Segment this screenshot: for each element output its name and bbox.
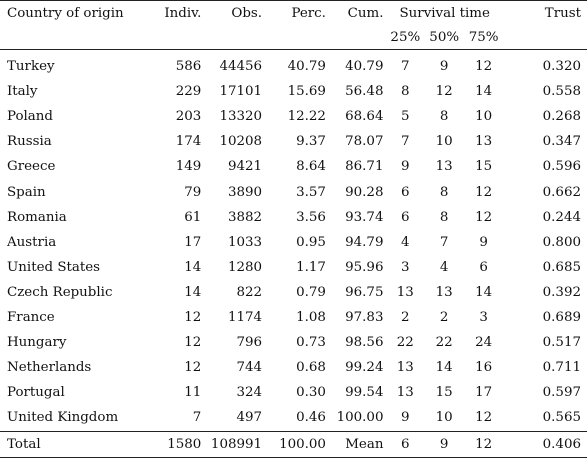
cell-country: Austria	[7, 234, 57, 250]
cell-cum: 93.74	[345, 209, 384, 225]
total-q25: 6	[383, 431, 427, 457]
header-row	[0, 1, 587, 27]
cell-perc: 3.56	[296, 209, 326, 225]
cell-cum: 96.75	[345, 284, 384, 300]
table-row	[0, 255, 587, 280]
cell-cum: 95.96	[345, 259, 384, 275]
cell-indiv: 7	[192, 410, 202, 426]
cell-q25: 9	[401, 410, 410, 426]
cell-obs: 44456	[219, 59, 263, 75]
cell-trust: 0.244	[542, 209, 581, 225]
cell-obs: 822	[236, 284, 263, 300]
cell-obs: 1280	[227, 259, 263, 275]
table-row	[0, 129, 587, 154]
cell-indiv: 61	[184, 209, 202, 225]
cell-indiv: 14	[184, 259, 202, 275]
cell-indiv: 17	[184, 234, 202, 250]
subheader-row	[0, 26, 587, 50]
cell-q25: 7	[401, 59, 410, 75]
cell-q75: 12	[475, 209, 493, 225]
cell-cum: 56.48	[345, 84, 384, 100]
cell-country: Greece	[7, 159, 56, 175]
cell-country: Portugal	[7, 385, 65, 401]
cell-q75: 12	[475, 410, 493, 426]
cell-indiv: 79	[184, 184, 202, 200]
cell-q25: 6	[401, 209, 410, 225]
cell-perc: 0.95	[296, 234, 326, 250]
table-row	[0, 205, 587, 230]
cell-q75: 10	[475, 109, 493, 125]
cell-obs: 497	[236, 410, 263, 426]
cell-q75: 16	[475, 360, 493, 376]
cell-indiv: 14	[184, 284, 202, 300]
cell-q50: 15	[435, 385, 453, 401]
cell-q50: 9	[439, 59, 449, 75]
cell-perc: 0.73	[296, 335, 326, 351]
cell-q25: 13	[396, 385, 414, 401]
cell-q50: 8	[439, 109, 449, 125]
table-row	[0, 380, 587, 405]
cell-q50: 10	[435, 134, 453, 150]
cell-country: Hungary	[7, 335, 67, 351]
cell-trust: 0.689	[542, 310, 581, 326]
cell-trust: 0.347	[542, 134, 581, 150]
total-label: Total	[0, 431, 140, 457]
cell-q75: 9	[479, 234, 488, 250]
cell-q75: 15	[475, 159, 493, 175]
cell-obs: 3882	[227, 209, 263, 225]
cell-q25: 9	[401, 159, 410, 175]
cell-trust: 0.517	[542, 335, 581, 351]
cell-indiv: 12	[184, 335, 202, 351]
cell-trust: 0.662	[542, 184, 581, 200]
cell-q25: 22	[396, 335, 414, 351]
cell-q75: 6	[479, 259, 488, 275]
cell-q25: 8	[401, 84, 410, 100]
cell-country: Italy	[7, 84, 38, 100]
header-survival-time: Survival time	[399, 6, 490, 21]
header-q50: 50%	[429, 30, 460, 46]
cell-indiv: 203	[175, 109, 202, 125]
cell-cum: 98.56	[345, 335, 384, 351]
cell-perc: 40.79	[287, 59, 326, 75]
table-row	[0, 405, 587, 431]
table-row	[0, 154, 587, 179]
total-indiv: 1580	[140, 431, 202, 457]
cell-country: United Kingdom	[7, 410, 119, 426]
cell-cum: 100.00	[336, 410, 384, 426]
cell-obs: 17101	[219, 84, 263, 100]
cell-trust: 0.596	[542, 159, 581, 175]
cell-perc: 0.68	[296, 360, 326, 376]
cell-indiv: 174	[175, 134, 202, 150]
total-q50: 9	[427, 431, 461, 457]
cell-q25: 13	[396, 284, 414, 300]
total-perc: 100.00	[262, 431, 326, 457]
table-row	[0, 305, 587, 330]
cell-trust: 0.565	[542, 410, 581, 426]
table-body	[0, 50, 587, 431]
cell-trust: 0.392	[542, 284, 581, 300]
total-row	[0, 431, 587, 457]
cell-q50: 13	[435, 284, 453, 300]
cell-q50: 10	[435, 410, 453, 426]
table-row	[0, 50, 587, 80]
cell-q50: 22	[435, 335, 453, 351]
cell-country: Netherlands	[7, 360, 92, 376]
cell-perc: 1.17	[296, 259, 326, 275]
cell-q25: 3	[401, 259, 410, 275]
total-obs: 108991	[201, 431, 262, 457]
cell-q75: 14	[475, 84, 493, 100]
cell-trust: 0.320	[542, 59, 581, 75]
cell-perc: 0.30	[296, 385, 326, 401]
cell-trust: 0.711	[542, 360, 581, 376]
cell-trust: 0.268	[542, 109, 581, 125]
header-cum: Cum.	[347, 6, 384, 21]
cell-country: Spain	[7, 184, 46, 200]
cell-perc: 0.46	[296, 410, 326, 426]
header-perc: Perc.	[291, 6, 326, 21]
table-row	[0, 355, 587, 380]
cell-obs: 744	[236, 360, 263, 376]
cell-obs: 796	[236, 335, 263, 351]
cell-obs: 13320	[219, 109, 263, 125]
cell-q75: 17	[475, 385, 493, 401]
table-row	[0, 104, 587, 129]
cell-country: Turkey	[7, 59, 55, 75]
cell-perc: 0.79	[296, 284, 326, 300]
cell-obs: 9421	[227, 159, 263, 175]
cell-q50: 14	[435, 360, 453, 376]
cell-perc: 3.57	[296, 184, 326, 200]
cell-q25: 7	[401, 134, 410, 150]
cell-q25: 13	[396, 360, 414, 376]
cell-cum: 94.79	[345, 234, 384, 250]
cell-obs: 3890	[227, 184, 263, 200]
cell-perc: 8.64	[296, 159, 326, 175]
cell-indiv: 586	[175, 59, 202, 75]
cell-country: Czech Republic	[7, 284, 113, 300]
cell-perc: 9.37	[296, 134, 326, 150]
cell-q50: 8	[439, 184, 449, 200]
cell-country: Romania	[7, 209, 67, 225]
cell-q50: 4	[439, 259, 449, 275]
table-row	[0, 230, 587, 255]
cell-obs: 10208	[219, 134, 263, 150]
table-row	[0, 280, 587, 305]
cell-obs: 1033	[227, 234, 263, 250]
cell-obs: 324	[236, 385, 263, 401]
cell-indiv: 11	[184, 385, 202, 401]
cell-indiv: 149	[175, 159, 202, 175]
cell-cum: 78.07	[345, 134, 384, 150]
cell-cum: 90.28	[345, 184, 384, 200]
cell-q25: 5	[401, 109, 410, 125]
header-obs: Obs.	[231, 6, 263, 21]
cell-cum: 99.54	[345, 385, 384, 401]
total-cum: Mean	[326, 431, 384, 457]
cell-q25: 2	[401, 310, 410, 326]
header-trust: Trust	[544, 6, 581, 21]
cell-trust: 0.800	[542, 234, 581, 250]
cell-q50: 7	[439, 234, 449, 250]
cell-q25: 4	[401, 234, 410, 250]
cell-trust: 0.685	[542, 259, 581, 275]
cell-trust: 0.597	[542, 385, 581, 401]
total-trust: 0.406	[506, 431, 587, 457]
cell-q75: 24	[475, 335, 493, 351]
cell-country: France	[7, 310, 55, 326]
cell-q75: 12	[475, 184, 493, 200]
cell-q75: 14	[475, 284, 493, 300]
header-country: Country of origin	[7, 6, 124, 21]
cell-perc: 15.69	[287, 84, 326, 100]
cell-q75: 12	[475, 59, 493, 75]
cell-cum: 40.79	[345, 59, 384, 75]
table-row	[0, 79, 587, 104]
cell-indiv: 229	[175, 84, 202, 100]
cell-country: United States	[7, 259, 101, 275]
cell-indiv: 12	[184, 310, 202, 326]
cell-perc: 12.22	[287, 109, 326, 125]
table-row	[0, 330, 587, 355]
cell-obs: 1174	[227, 310, 263, 326]
cell-perc: 1.08	[296, 310, 326, 326]
cell-cum: 99.24	[345, 360, 384, 376]
total-q75: 12	[461, 431, 506, 457]
cell-q50: 2	[439, 310, 449, 326]
table-row	[0, 180, 587, 205]
cell-q25: 6	[401, 184, 410, 200]
cell-q50: 8	[439, 209, 449, 225]
cell-country: Poland	[7, 109, 53, 125]
cell-q75: 3	[479, 310, 488, 326]
cell-cum: 86.71	[345, 159, 384, 175]
cell-cum: 68.64	[345, 109, 384, 125]
cell-cum: 97.83	[345, 310, 384, 326]
header-q75: 75%	[468, 30, 499, 46]
header-indiv: Indiv.	[164, 6, 202, 21]
cell-country: Russia	[7, 134, 52, 150]
cell-q50: 13	[435, 159, 453, 175]
cell-indiv: 12	[184, 360, 202, 376]
header-q25: 25%	[390, 30, 421, 46]
cell-q75: 13	[475, 134, 493, 150]
cell-trust: 0.558	[542, 84, 581, 100]
cell-q50: 12	[435, 84, 453, 100]
